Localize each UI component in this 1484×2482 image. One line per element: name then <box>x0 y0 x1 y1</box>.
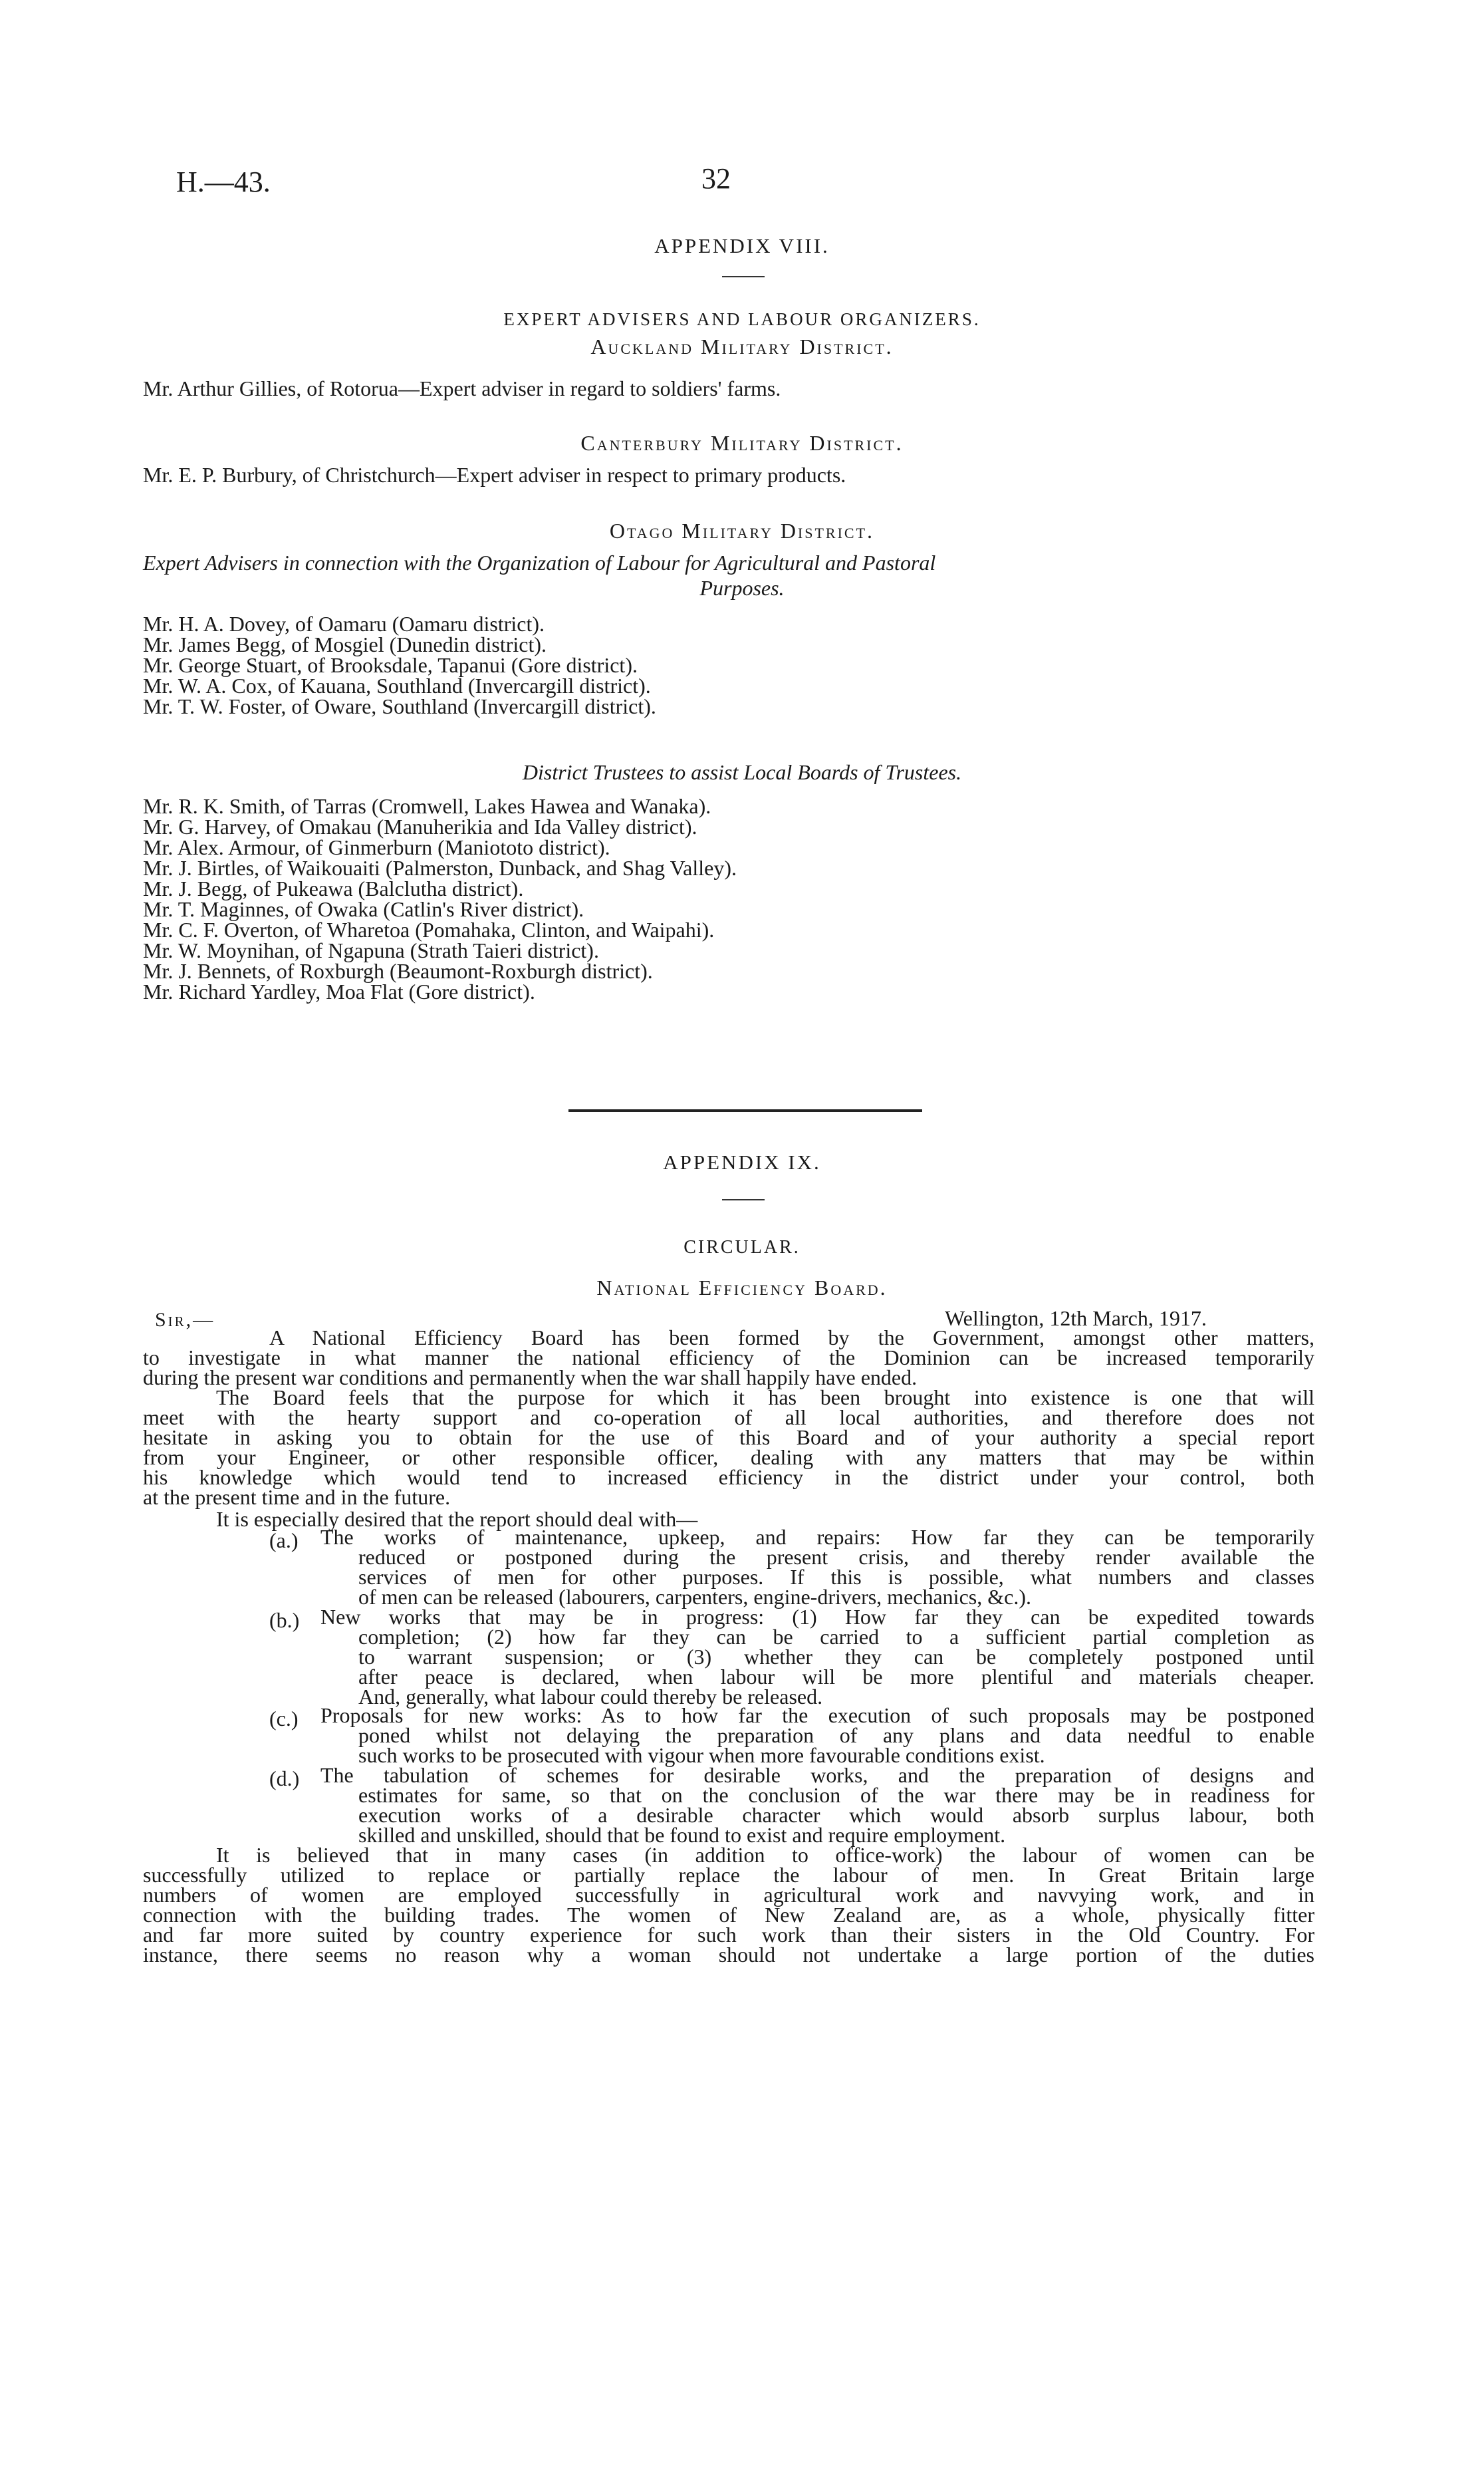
salutation: Sir,— <box>155 1309 215 1331</box>
title-rule <box>722 1199 765 1200</box>
text-line: his knowledge which would tend to increased efficiency in the district under your control, both <box>143 1465 1314 1489</box>
otago-district-heading: Otago Military District. <box>609 519 875 543</box>
text-line: numbers of women are employed successfully in agricultural work and navvying work, and in <box>143 1883 1314 1907</box>
board-heading: National Efficiency Board. <box>596 1276 888 1300</box>
trustees-list <box>143 796 737 1002</box>
appendix-8-heading: EXPERT ADVISERS AND LABOUR ORGANIZERS. <box>503 309 981 329</box>
text-line: A National Efficiency Board has been formed by the Government, amongst other matters, <box>269 1325 1314 1349</box>
appendix-8-title: APPENDIX VIII. <box>654 234 830 257</box>
text-line: execution works of a desirable character which would absorb surplus labour, both <box>358 1803 1314 1827</box>
list-item: Mr. W. Moynihan, of Ngapuna (Strath Taieri district). <box>143 938 599 962</box>
paragraph-4 <box>143 1845 1314 1965</box>
canterbury-adviser-line: Mr. E. P. Burbury, of Christchurch—Expert adviser in respect to primary products. <box>143 463 846 487</box>
letter-date: Wellington, 12th March, 1917. <box>945 1306 1207 1330</box>
auckland-district-heading: Auckland Military District. <box>590 335 894 358</box>
text-line: And, generally, what labour could thereby be released. <box>358 1685 823 1709</box>
item-d-label: (d.) <box>269 1766 300 1790</box>
text-line: during the present war conditions and permanently when the war shall happily have ended. <box>143 1365 918 1389</box>
text-line: instance, there seems no reason why a woman should not undertake a large portion of the duties <box>143 1943 1314 1967</box>
page-number: 32 <box>701 162 731 195</box>
text-line: such works to be prosecuted with vigour when more favourable conditions exist. <box>358 1743 1045 1767</box>
otago-subheading-line-2: Purposes. <box>699 576 785 600</box>
item-b-text <box>320 1607 1314 1707</box>
trustees-heading: District Trustees to assist Local Boards of Trustees. <box>522 760 962 784</box>
text-line: poned whilst not delaying the preparation of any plans and data needful to enable <box>358 1723 1314 1747</box>
list-item: Mr. J. Birtles, of Waikouaiti (Palmerston, Dunback, and Shag Valley). <box>143 856 737 880</box>
section-divider <box>568 1109 922 1112</box>
text-line: reduced or postponed during the present crisis, and thereby render available the <box>358 1545 1314 1569</box>
list-item: Mr. T. W. Foster, of Oware, Southland (Invercargill district). <box>143 694 656 718</box>
item-d-text <box>320 1765 1314 1845</box>
list-item: Mr. R. K. Smith, of Tarras (Cromwell, Lakes Hawea and Wanaka). <box>143 794 711 818</box>
text-line: New works that may be in progress: (1) How far they can be expedited towards <box>320 1605 1314 1629</box>
text-line: Proposals for new works: As to how far the execution of such proposals may be postponed <box>320 1703 1314 1727</box>
list-item: Mr. J. Bennets, of Roxburgh (Beaumont-Roxburgh district). <box>143 959 653 983</box>
canterbury-district-heading: Canterbury Military District. <box>580 431 904 455</box>
list-item: Mr. T. Maginnes, of Owaka (Catlin's River district). <box>143 897 584 921</box>
item-c-label: (c.) <box>269 1707 299 1730</box>
text-line: It is believed that in many cases (in addition to office-work) the labour of women can be <box>216 1843 1314 1867</box>
text-line: of men can be released (labourers, carpenters, engine-drivers, mechanics, &c.). <box>358 1585 1031 1609</box>
text-line: The works of maintenance, upkeep, and repairs: How far they can be temporarily <box>320 1525 1314 1549</box>
text-line: from your Engineer, or other responsible officer, dealing with any matters that may be within <box>143 1445 1314 1469</box>
text-line: to investigate in what manner the national efficiency of the Dominion can be increased temporarily <box>143 1345 1314 1369</box>
list-item: Mr. George Stuart, of Brooksdale, Tapanui (Gore district). <box>143 653 638 677</box>
list-item: Mr. J. Begg, of Pukeawa (Balclutha district). <box>143 877 524 900</box>
parliamentary-paper-ref: H.—43. <box>176 166 271 198</box>
text-line: services of men for other purposes. If this is possible, what numbers and classes <box>358 1565 1314 1589</box>
text-line: connection with the building trades. The women of New Zealand are, as a whole, physically fitter <box>143 1903 1314 1927</box>
circular-heading: CIRCULAR. <box>683 1237 801 1258</box>
title-rule <box>722 276 765 277</box>
text-line: estimates for same, so that on the conclusion of the war there may be in readiness for <box>358 1783 1314 1807</box>
text-line: meet with the hearty support and co-operation of all local authorities, and therefore does not <box>143 1405 1314 1429</box>
item-c-text <box>320 1705 1314 1765</box>
item-b-label: (b.) <box>269 1608 300 1632</box>
otago-adviser-list <box>143 614 656 717</box>
list-item: Mr. C. F. Overton, of Wharetoa (Pomahaka, Clinton, and Waipahi). <box>143 918 715 942</box>
text-line: The tabulation of schemes for desirable works, and the preparation of designs and <box>320 1763 1314 1787</box>
list-item: Mr. James Begg, of Mosgiel (Dunedin district). <box>143 632 547 656</box>
text-line: successfully utilized to replace or partially replace the labour of men. In Great Britain large <box>143 1863 1314 1887</box>
text-line: at the present time and in the future. <box>143 1485 451 1509</box>
text-line: hesitate in asking you to obtain for the use of this Board and of your authority a special report <box>143 1425 1314 1449</box>
text-line: skilled and unskilled, should that be found to exist and require employment. <box>358 1823 1006 1847</box>
text-line: to warrant suspension; or (3) whether they can be completely postponed until <box>358 1645 1314 1669</box>
list-item: Mr. H. A. Dovey, of Oamaru (Oamaru district). <box>143 612 545 636</box>
text-line: after peace is declared, when labour will be more plentiful and materials cheaper. <box>358 1665 1314 1689</box>
auckland-adviser-line: Mr. Arthur Gillies, of Rotorua—Expert adviser in regard to soldiers' farms. <box>143 376 781 400</box>
list-item: Mr. W. A. Cox, of Kauana, Southland (Invercargill district). <box>143 674 651 698</box>
item-a-text <box>320 1527 1314 1607</box>
paragraph-3: It is especially desired that the report should deal with— <box>216 1507 698 1531</box>
otago-subheading-line-1: Expert Advisers in connection with the Organization of Labour for Agricultural and Pastoral <box>143 551 936 575</box>
item-a-label: (a.) <box>269 1528 299 1552</box>
paragraph-1 <box>143 1327 1314 1387</box>
text-line: completion; (2) how far they can be carried to a sufficient partial completion as <box>358 1625 1314 1649</box>
paragraph-2 <box>143 1387 1314 1507</box>
list-item: Mr. Richard Yardley, Moa Flat (Gore district). <box>143 980 535 1004</box>
text-line: The Board feels that the purpose for which it has been brought into existence is one that will <box>216 1385 1314 1409</box>
text-line: and far more suited by country experience for such work than their sisters in the Old Country. For <box>143 1923 1314 1947</box>
list-item: Mr. Alex. Armour, of Ginmerburn (Maniototo district). <box>143 835 610 859</box>
appendix-9-title: APPENDIX IX. <box>663 1151 821 1174</box>
list-item: Mr. G. Harvey, of Omakau (Manuherikia and Ida Valley district). <box>143 815 697 839</box>
